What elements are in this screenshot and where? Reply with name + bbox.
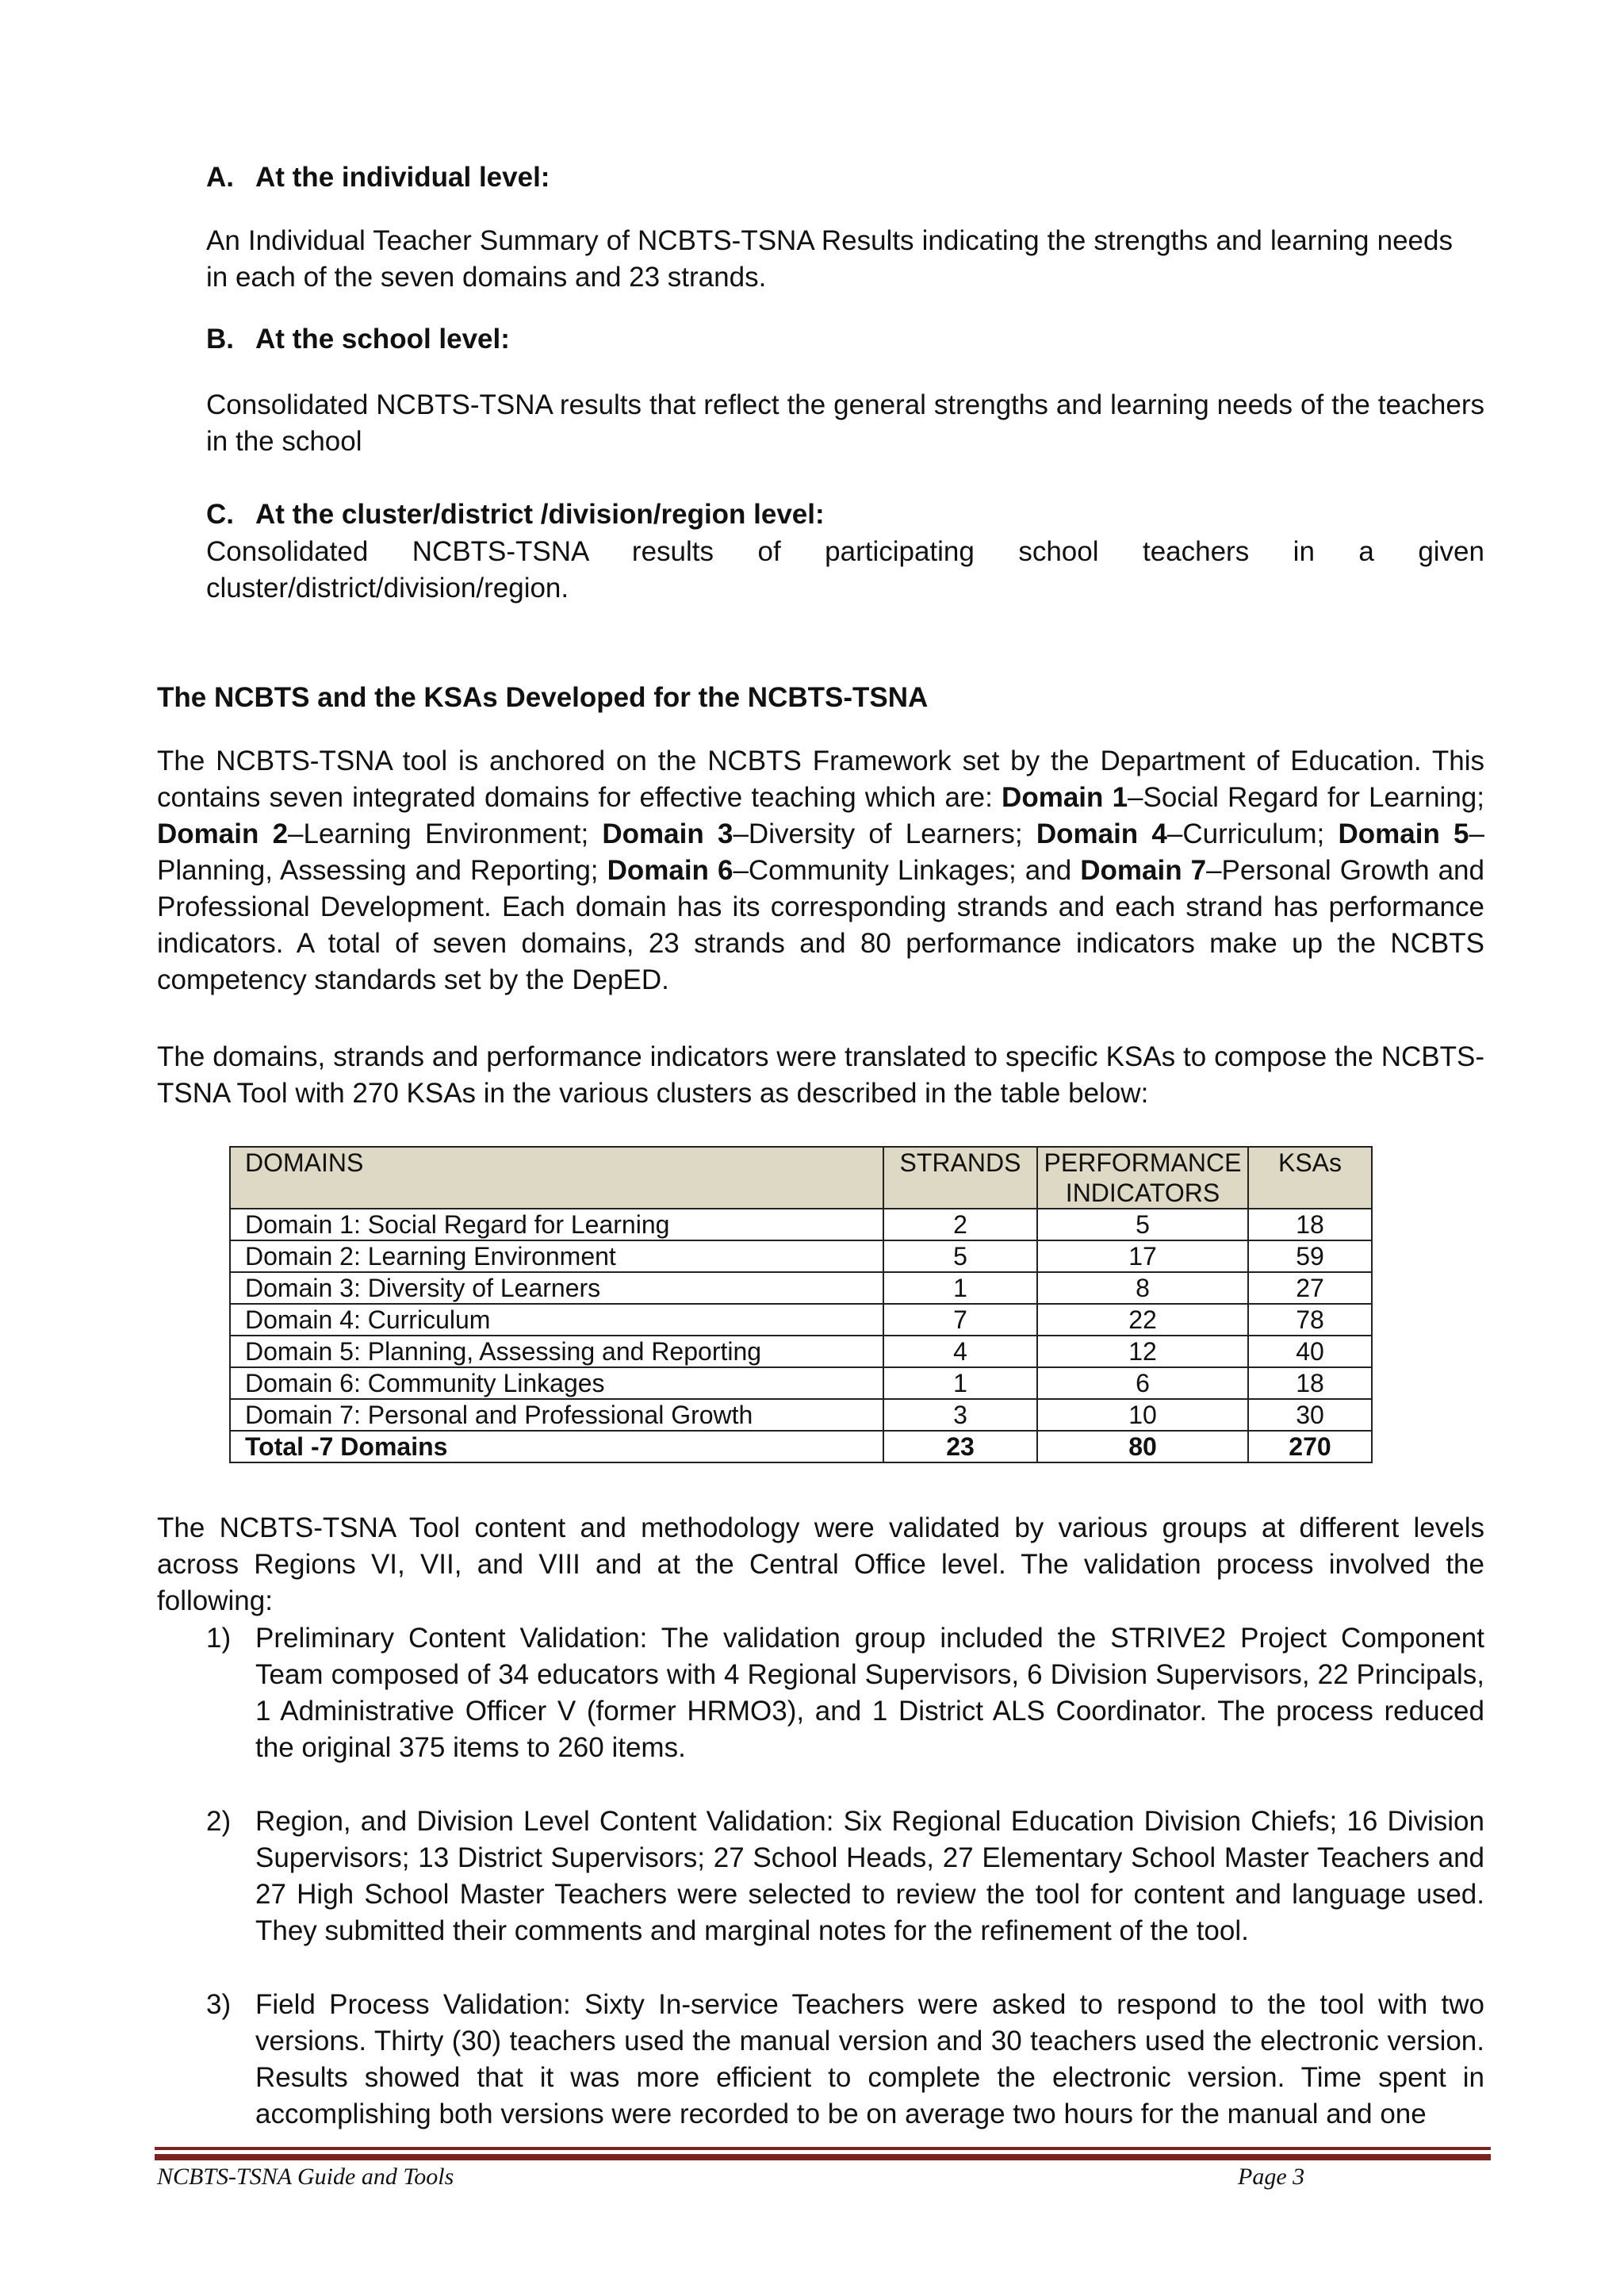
individual-level-text: An Individual Teacher Summary of NCBTS-TSNA Results indicating the strengths and learning needs in each of the seven domains and 23 strands.: [206, 225, 1453, 293]
strands-value: 1: [883, 1272, 1037, 1304]
domain-name: Domain 2: Learning Environment: [230, 1240, 883, 1272]
domain-text: –Personal Growth and Professional Development. Each domain has its corresponding strands and each strand has performance indicators. A total of seven domains, 23 strands and 80 performance indicators make up the NCBTS competency standards set by the DepED.: [157, 855, 1484, 995]
strands-value: 1: [883, 1367, 1037, 1399]
domain-label: Domain 5: [1338, 818, 1469, 849]
footer-title: NCBTS-TSNA Guide and Tools: [157, 2164, 454, 2190]
validation-paragraph: The NCBTS-TSNA Tool content and methodology were validated by various groups at different levels across Regions VI, VII, and VIII and at the Central Office level. The validation process involved the following:: [157, 1512, 1484, 1616]
list-number: 1): [206, 1623, 232, 1654]
strands-value: 5: [883, 1240, 1037, 1272]
table-row: [230, 1336, 1372, 1367]
intro-text: The NCBTS-TSNA tool is anchored on the NCBTS Framework set by the Department of Education. This contains seven integrated domains for effective teaching which are:: [157, 746, 1484, 813]
list-item: [206, 1987, 1484, 2133]
domain-text: –Learning Environment;: [288, 818, 603, 849]
domain-label: Domain 7: [1080, 855, 1207, 886]
domain-name: Domain 5: Planning, Assessing and Reporting: [230, 1336, 883, 1367]
ksas-value: 18: [1248, 1209, 1372, 1240]
ksas-value: 30: [1248, 1399, 1372, 1431]
heading-school-level: [206, 321, 1491, 358]
domain-text: –Social Regard for Learning;: [1128, 782, 1484, 813]
heading-label: C.: [206, 499, 234, 530]
domain-text: –Diversity of Learners;: [733, 818, 1036, 849]
intro-paragraph: [157, 743, 1484, 999]
table-row: [230, 1304, 1372, 1336]
domain-name: Domain 3: Diversity of Learners: [230, 1272, 883, 1304]
pi-value: 5: [1037, 1209, 1248, 1240]
table-row: [230, 1209, 1372, 1240]
total-strands: 23: [883, 1431, 1037, 1462]
table-row: [230, 1240, 1372, 1272]
domains-table: [229, 1146, 1373, 1463]
heading-title: At the school level:: [255, 324, 510, 355]
heading-cluster-level: [206, 496, 1491, 533]
domain-name: Domain 1: Social Regard for Learning: [230, 1209, 883, 1240]
table-row: [230, 1399, 1372, 1431]
section-heading: The NCBTS and the KSAs Developed for the NCBTS-TSNA: [157, 682, 929, 713]
heading-label: B.: [206, 324, 234, 355]
strands-value: 2: [883, 1209, 1037, 1240]
footer-rule-thin: [155, 2147, 1491, 2150]
domain-label: Domain 1: [1002, 782, 1128, 813]
ksas-value: 18: [1248, 1367, 1372, 1399]
table-row: [230, 1272, 1372, 1304]
pi-value: 8: [1037, 1272, 1248, 1304]
pi-value: 22: [1037, 1304, 1248, 1336]
total-pi: 80: [1037, 1431, 1248, 1462]
domain-label: Domain 2: [157, 818, 289, 849]
domain-name: Domain 7: Personal and Professional Growth: [230, 1399, 883, 1431]
ksas-value: 27: [1248, 1272, 1372, 1304]
ksas-value: 59: [1248, 1240, 1372, 1272]
list-text: Field Process Validation: Sixty In-service Teachers were asked to respond to the tool with two versions. Thirty (30) teachers used the manual version and 30 teachers used the electronic version. Results showed that it was more efficient to complete the electronic version. Time spent in accomplishing both versions were recorded to be on average two hours for the manual and one: [255, 1989, 1484, 2129]
header-strands: STRANDS: [883, 1147, 1037, 1209]
pi-value: 6: [1037, 1367, 1248, 1399]
total-ksas: 270: [1248, 1431, 1372, 1462]
ksas-value: 78: [1248, 1304, 1372, 1336]
heading-title: At the cluster/district /division/region level:: [255, 499, 825, 530]
pi-value: 17: [1037, 1240, 1248, 1272]
domain-label: Domain 6: [607, 855, 733, 886]
header-pi-line1: PERFORMANCE: [1044, 1148, 1242, 1177]
strands-value: 4: [883, 1336, 1037, 1367]
cluster-level-text-line2: cluster/district/division/region.: [206, 573, 569, 604]
page-number: Page 3: [1238, 2164, 1305, 2190]
list-text: Region, and Division Level Content Validation: Six Regional Education Division Chiefs; 16 Division Supervisors; 13 District Supervisors; 27 School Heads, 27 Elementary School Master Teachers and 27 High School Master Teachers were selected to review the tool for content and language used. They submitted their comments and marginal notes for the refinement of the tool.: [255, 1806, 1484, 1946]
ksas-value: 40: [1248, 1336, 1372, 1367]
domain-text: –Curriculum;: [1166, 818, 1339, 849]
heading-title: At the individual level:: [255, 162, 550, 193]
heading-individual-level: [206, 159, 1491, 196]
header-pi-line2: INDICATORS: [1065, 1179, 1220, 1207]
domain-label: Domain 4: [1036, 818, 1167, 849]
heading-label: A.: [206, 162, 234, 193]
domain-label: Domain 3: [602, 818, 733, 849]
table-header-row: [230, 1147, 1372, 1209]
school-level-text: Consolidated NCBTS-TSNA results that reflect the general strengths and learning needs of the teachers in the school: [206, 389, 1484, 457]
header-domains: DOMAINS: [230, 1147, 883, 1209]
domain-text: –Community Linkages; and: [733, 855, 1081, 886]
total-name: Total -7 Domains: [230, 1431, 883, 1462]
domain-text: –Planning, Assessing and Reporting;: [157, 818, 1484, 886]
strands-value: 3: [883, 1399, 1037, 1431]
strands-value: 7: [883, 1304, 1037, 1336]
cluster-level-text-line1: Consolidated NCBTS-TSNA results of participating school teachers in a given: [206, 536, 1484, 567]
pi-value: 12: [1037, 1336, 1248, 1367]
domain-name: Domain 4: Curriculum: [230, 1304, 883, 1336]
domain-name: Domain 6: Community Linkages: [230, 1367, 883, 1399]
list-text: Preliminary Content Validation: The validation group included the STRIVE2 Project Component Team composed of 34 educators with 4 Regional Supervisors, 6 Division Supervisors, 22 Principals, 1 Administrative Officer V (former HRMO3), and 1 District ALS Coordinator. The process reduced the original 375 items to 260 items.: [255, 1623, 1484, 1763]
list-item: [206, 1620, 1484, 1766]
ksa-paragraph: The domains, strands and performance indicators were translated to specific KSAs to compose the NCBTS-TSNA Tool with 270 KSAs in the various clusters as described in the table below:: [157, 1041, 1484, 1109]
header-performance-indicators: [1037, 1147, 1248, 1209]
table-row: [230, 1367, 1372, 1399]
list-number: 2): [206, 1806, 232, 1837]
list-item: [206, 1803, 1484, 1949]
header-ksas: KSAs: [1248, 1147, 1372, 1209]
list-number: 3): [206, 1989, 232, 2020]
table-total-row: [230, 1431, 1372, 1462]
pi-value: 10: [1037, 1399, 1248, 1431]
